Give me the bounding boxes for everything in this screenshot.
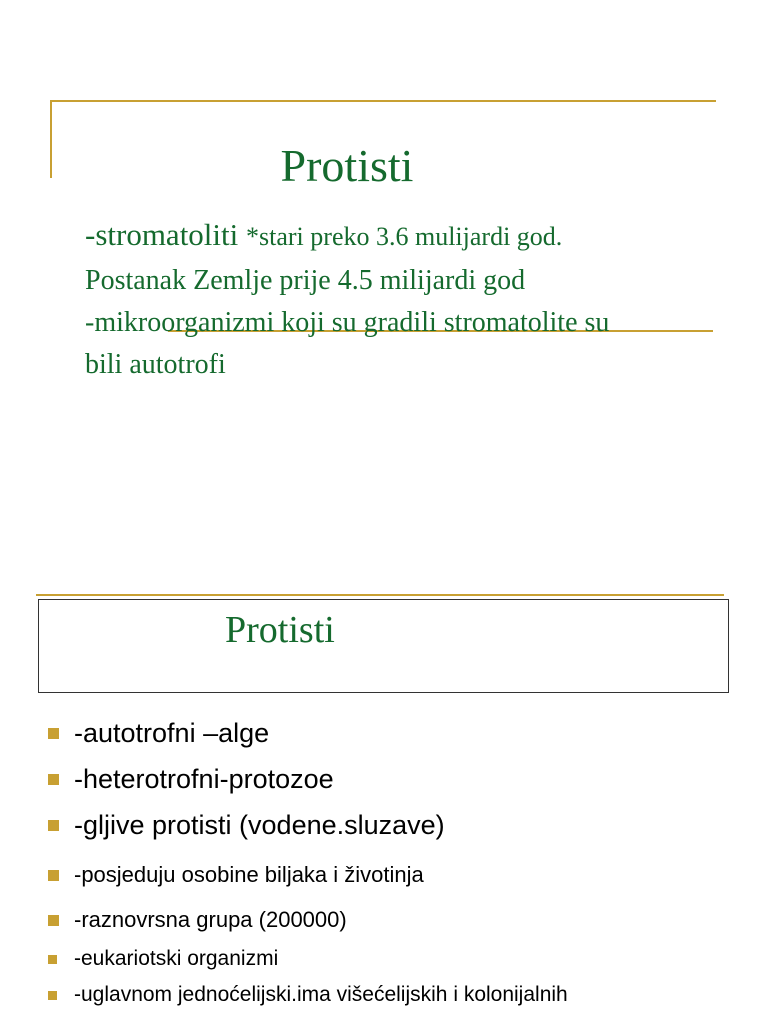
- square-bullet-icon: [48, 728, 59, 739]
- list-item-text: -posjeduju osobine biljaka i životinja: [74, 862, 424, 887]
- slide-1-line-3: -mikroorganizmi koji su gradili stromatolite su: [85, 307, 610, 338]
- square-bullet-icon: [48, 870, 59, 881]
- stromatoliti-label: -stromatoliti: [85, 217, 247, 252]
- slide-1-top-rule: [50, 100, 716, 102]
- list-item-text: -uglavnom jednoćelijski.ima višećelijskih i kolonijalnih: [74, 983, 568, 1006]
- age-note: *stari preko 3.6 mulijardi god.: [246, 222, 563, 251]
- list-item-text: -heterotrofni-protozoe: [74, 764, 334, 794]
- square-bullet-icon: [48, 820, 59, 831]
- slide-2-title: Protisti: [225, 609, 335, 651]
- square-bullet-icon: [48, 991, 57, 1000]
- slide-1-line-4: bili autotrofi: [85, 349, 226, 380]
- square-bullet-icon: [48, 955, 57, 964]
- list-item: [48, 983, 568, 1007]
- square-bullet-icon: [48, 915, 59, 926]
- list-item: [48, 764, 334, 795]
- list-item: [48, 862, 424, 888]
- slide-2: [0, 560, 768, 1024]
- slide-2-title-box: [38, 599, 729, 693]
- list-item-text: -gljive protisti (vodene.sluzave): [74, 810, 445, 840]
- slide-1-body: [85, 212, 725, 386]
- slide-1-line-2: Postanak Zemlje prije 4.5 milijardi god: [85, 265, 526, 296]
- slide-2-top-rule: [36, 594, 724, 596]
- slide-1-title: Protisti: [280, 140, 414, 191]
- square-bullet-icon: [48, 774, 59, 785]
- list-item: [48, 810, 445, 841]
- list-item-text: -autotrofni –alge: [74, 718, 270, 748]
- list-item-text: -raznovrsna grupa (200000): [74, 907, 347, 932]
- list-item: [48, 718, 269, 749]
- slide-1-line-1: [85, 212, 725, 260]
- list-item-text: -eukariotski organizmi: [74, 947, 279, 970]
- list-item: [48, 907, 347, 933]
- list-item: [48, 947, 278, 971]
